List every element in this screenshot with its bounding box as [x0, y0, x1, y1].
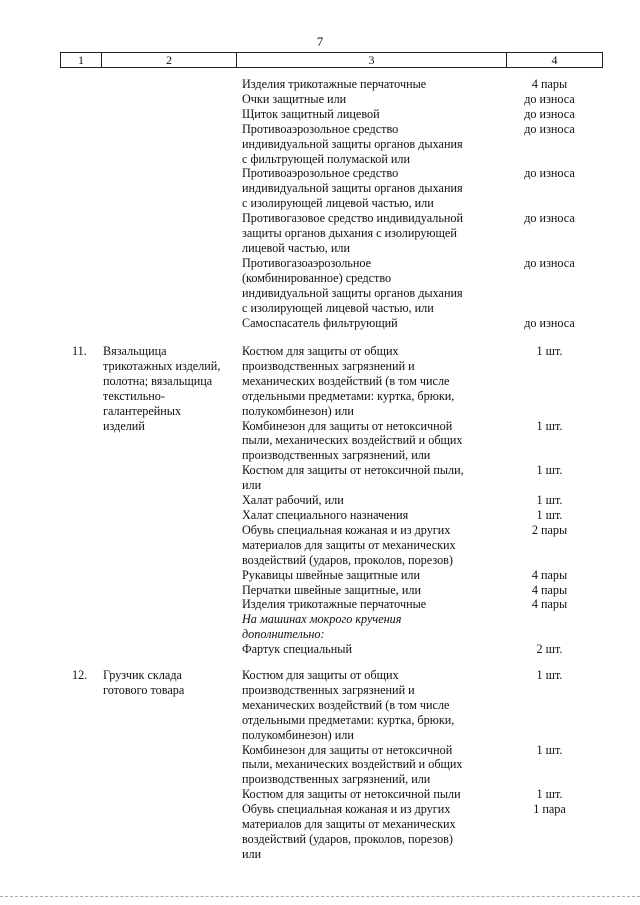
item-name — [242, 787, 487, 802]
item-norm: 1 шт. — [536, 668, 563, 682]
item-line: дополнительно: — [242, 627, 325, 642]
list-item — [242, 642, 622, 657]
list-item — [242, 802, 622, 862]
item-line: Обувь специальная кожаная и из других — [242, 802, 451, 817]
item-name — [242, 344, 487, 419]
list-item — [242, 463, 622, 493]
header-col-4: 4 — [551, 53, 558, 67]
item-line: Костюм для защиты от нетоксичной пыли, — [242, 463, 464, 478]
item-line: Противогазовое средство индивидуальной — [242, 211, 464, 226]
item-line: полукомбинезон) или — [242, 727, 354, 742]
item-line: или — [242, 846, 262, 861]
item-name — [242, 523, 487, 568]
item-name — [242, 612, 487, 642]
item-line: Обувь специальная кожаная и из других — [242, 522, 451, 537]
header-col-1: 1 — [61, 53, 102, 67]
item-line: механических воздействий (в том числе — [242, 373, 450, 388]
item-name — [242, 107, 487, 122]
item-norm: 1 шт. — [536, 344, 563, 358]
item-norm: 4 пары — [531, 597, 568, 612]
list-item — [242, 107, 622, 122]
occupation-line: галантерейных — [103, 403, 182, 418]
item-line: Противогазоаэрозольное — [242, 255, 372, 270]
item-line: отдельными предметами: куртка, брюки, — [242, 712, 455, 727]
item-line: Рукавицы швейные защитные или — [242, 567, 420, 582]
item-line: Противоаэрозольное средство — [242, 166, 399, 181]
list-item — [242, 493, 622, 508]
item-norm: до износа — [524, 315, 575, 330]
item-name — [242, 211, 487, 256]
occupation-line: изделий — [103, 418, 145, 433]
occupation-line: Вязальщица — [103, 344, 167, 358]
occupation — [103, 344, 239, 433]
item-line: защиты органов дыхания с изолирующей — [242, 226, 457, 241]
item-line: Халат рабочий, или — [242, 493, 344, 508]
item-name — [242, 77, 487, 92]
item-line: материалов для защиты от механических — [242, 817, 456, 832]
item-line: Изделия трикотажные перчаточные — [242, 597, 427, 612]
item-line: производственных загрязнений и — [242, 358, 415, 373]
page-bottom-edge — [0, 896, 640, 897]
list-item — [242, 316, 622, 331]
note-item — [242, 612, 622, 642]
item-norm: 4 пары — [531, 582, 568, 597]
item-line: полукомбинезон) или — [242, 403, 354, 418]
item-line: Костюм для защиты от общих — [242, 344, 399, 358]
item-name — [242, 122, 487, 167]
item-line: индивидуальной защиты органов дыхания — [242, 181, 463, 196]
item-name — [242, 568, 487, 583]
occupation-line: Грузчик склада — [103, 668, 182, 682]
item-line: производственных загрязнений, или — [242, 448, 431, 463]
item-line: Самоспасатель фильтрующий — [242, 315, 398, 330]
item-norm: до износа — [524, 166, 575, 181]
list-item — [242, 568, 622, 583]
occupation-line: полотна; вязальщица — [103, 373, 213, 388]
item-line: воздействий (ударов, проколов, порезов) — [242, 552, 453, 567]
item-line: лицевой частью, или — [242, 240, 351, 255]
item-list — [242, 668, 622, 862]
list-item — [242, 523, 622, 568]
list-item — [242, 256, 622, 316]
item-norm: 1 шт. — [536, 742, 563, 757]
list-item — [242, 787, 622, 802]
item-norm: 1 шт. — [536, 787, 563, 802]
list-item — [242, 344, 622, 419]
item-line: пыли, механических воздействий и общих — [242, 433, 463, 448]
item-line: Комбинезон для защиты от нетоксичной — [242, 418, 453, 433]
item-list — [242, 77, 622, 330]
item-name — [242, 493, 487, 508]
item-line: Костюм для защиты от общих — [242, 668, 399, 682]
list-item — [242, 583, 622, 598]
occupation-line: трикотажных изделий, — [103, 358, 221, 373]
item-name — [242, 802, 487, 862]
header-col-2: 2 — [102, 53, 237, 67]
list-item — [242, 211, 622, 256]
table-header — [60, 52, 603, 68]
item-norm: 4 пары — [531, 77, 568, 91]
item-name — [242, 92, 487, 107]
item-norm: до износа — [524, 255, 575, 270]
item-line: с изолирующей лицевой частью, или — [242, 196, 434, 211]
item-norm: до износа — [524, 121, 575, 136]
item-norm: 4 пары — [531, 567, 568, 582]
item-norm: до износа — [524, 211, 575, 226]
item-name — [242, 166, 487, 211]
item-line: Изделия трикотажные перчаточные — [242, 77, 427, 91]
item-name — [242, 316, 487, 331]
item-line: производственных загрязнений, или — [242, 772, 431, 787]
item-list — [242, 344, 622, 657]
item-name — [242, 668, 487, 743]
item-line: Костюм для защиты от нетоксичной пыли — [242, 787, 461, 802]
item-line: с фильтрующей полумаской или — [242, 151, 411, 166]
item-line: с изолирующей лицевой частью, или — [242, 300, 434, 315]
item-line: отдельными предметами: куртка, брюки, — [242, 388, 455, 403]
item-line: индивидуальной защиты органов дыхания — [242, 136, 463, 151]
item-line: Противоаэрозольное средство — [242, 121, 399, 136]
row-number: 12. — [72, 668, 88, 682]
row-number: 11. — [72, 344, 87, 358]
item-name — [242, 743, 487, 788]
item-line: На машинах мокрого кручения — [242, 612, 402, 627]
occupation — [103, 668, 239, 698]
item-norm: 1 шт. — [536, 507, 563, 522]
item-line: механических воздействий (в том числе — [242, 697, 450, 712]
list-item — [242, 419, 622, 464]
item-line: материалов для защиты от механических — [242, 537, 456, 552]
item-line: Комбинезон для защиты от нетоксичной — [242, 742, 453, 757]
item-name — [242, 597, 487, 612]
item-line: Очки защитные или — [242, 91, 347, 106]
occupation-line: готового товара — [103, 682, 185, 697]
list-item — [242, 122, 622, 167]
item-norm: 2 шт. — [536, 642, 563, 657]
item-line: индивидуальной защиты органов дыхания — [242, 285, 463, 300]
item-line: Фартук специальный — [242, 642, 352, 657]
item-name — [242, 642, 487, 657]
item-norm: 1 шт. — [536, 463, 563, 478]
item-line: производственных загрязнений и — [242, 682, 415, 697]
item-norm — [487, 612, 612, 642]
item-line: Халат специального назначения — [242, 507, 409, 522]
list-item — [242, 743, 622, 788]
item-line: (комбинированное) средство — [242, 270, 392, 285]
item-norm: 1 шт. — [536, 418, 563, 433]
list-item — [242, 92, 622, 107]
item-line: Щиток защитный лицевой — [242, 106, 380, 121]
item-name — [242, 419, 487, 464]
item-line: воздействий (ударов, проколов, порезов) — [242, 831, 453, 846]
item-name — [242, 583, 487, 598]
item-name — [242, 463, 487, 493]
list-item — [242, 166, 622, 211]
item-line: пыли, механических воздействий и общих — [242, 757, 463, 772]
item-line: Перчатки швейные защитные, или — [242, 582, 422, 597]
header-col-3: 3 — [237, 53, 507, 67]
list-item — [242, 597, 622, 612]
item-name — [242, 508, 487, 523]
item-norm: 1 пара — [533, 802, 566, 817]
item-norm: до износа — [524, 91, 575, 106]
item-norm: 2 пары — [531, 522, 568, 537]
list-item — [242, 668, 622, 743]
item-line: или — [242, 478, 262, 493]
item-name — [242, 256, 487, 316]
page-number: 7 — [316, 34, 324, 49]
item-norm: до износа — [524, 106, 575, 121]
list-item — [242, 77, 622, 92]
item-norm: 1 шт. — [536, 493, 563, 508]
occupation-line: текстильно- — [103, 388, 165, 403]
list-item — [242, 508, 622, 523]
